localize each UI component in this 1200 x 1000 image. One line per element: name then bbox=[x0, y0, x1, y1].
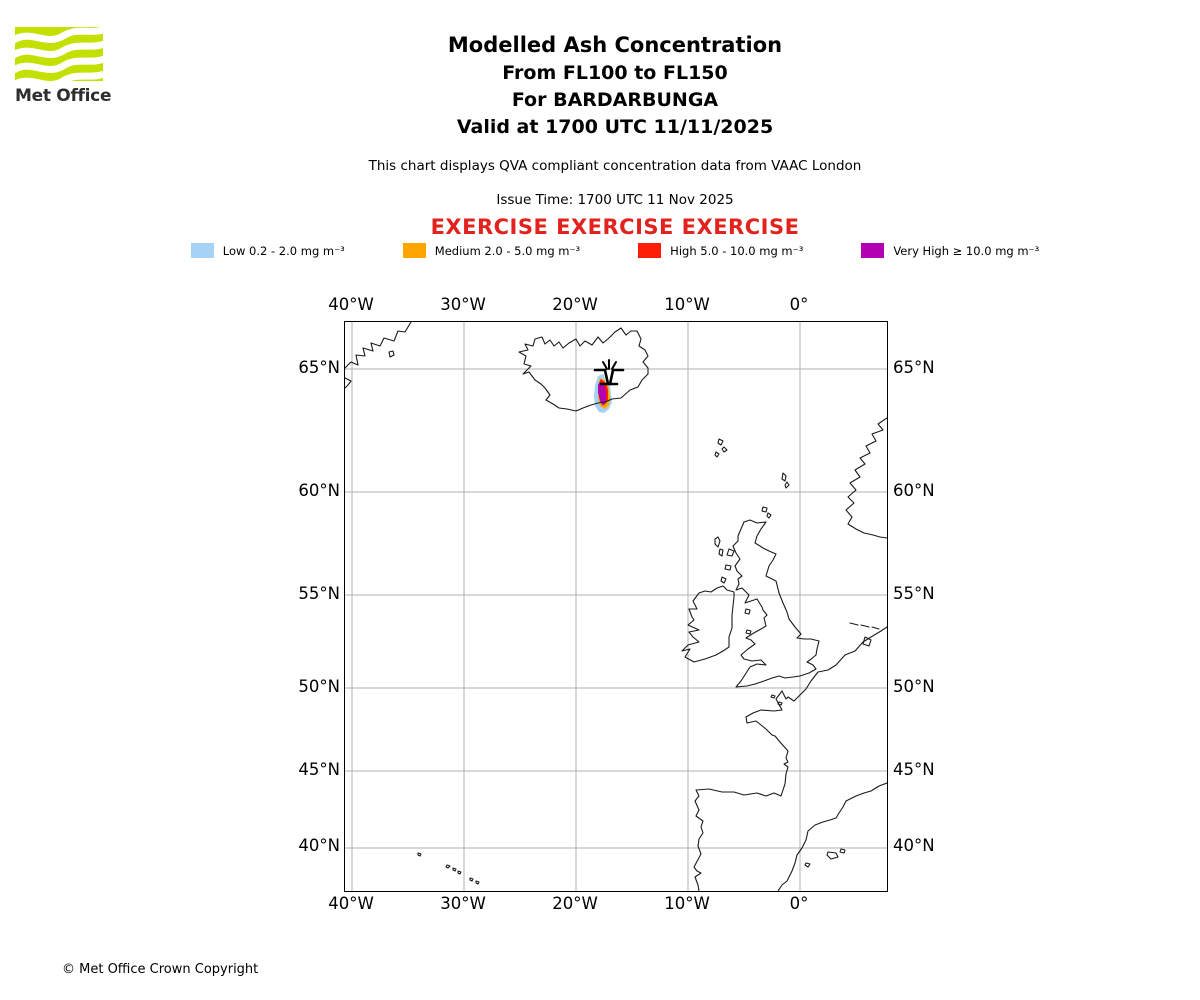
page-title: Modelled Ash Concentration bbox=[447, 33, 783, 57]
lat-tick-right-60n: 60°N bbox=[893, 481, 935, 500]
issue-time: Issue Time: 1700 UTC 11 Nov 2025 bbox=[496, 192, 734, 208]
legend-item-medium bbox=[403, 243, 580, 258]
lat-tick-left-50n: 50°N bbox=[298, 677, 340, 696]
lon-tick-bottom-20w: 20°W bbox=[552, 894, 598, 913]
lat-tick-left-40n: 40°N bbox=[298, 836, 340, 855]
coast-greenland-hook bbox=[345, 378, 351, 388]
coast-frisian-islands bbox=[850, 623, 879, 629]
coast-orkney bbox=[762, 507, 771, 518]
legend-label-low: Low 0.2 - 2.0 mg m⁻³ bbox=[222, 243, 345, 258]
lat-tick-right-55n: 55°N bbox=[893, 584, 935, 603]
lon-tick-top-30w: 30°W bbox=[440, 295, 486, 314]
exercise-banner: EXERCISE EXERCISE EXERCISE bbox=[430, 215, 800, 239]
lon-tick-bottom-40w: 40°W bbox=[328, 894, 374, 913]
lon-tick-top-20w: 20°W bbox=[552, 295, 598, 314]
lat-tick-left-55n: 55°N bbox=[298, 584, 340, 603]
lat-tick-left-60n: 60°N bbox=[298, 481, 340, 500]
legend-label-very-high: Very High ≥ 10.0 mg m⁻³ bbox=[893, 243, 1040, 258]
coast-azores bbox=[418, 853, 479, 884]
qva-compliance-note: This chart displays QVA compliant concentration data from VAAC London bbox=[368, 158, 862, 174]
coast-faroe-islands bbox=[715, 439, 727, 457]
coast-greenland-islet bbox=[389, 351, 394, 357]
coast-norway bbox=[846, 418, 887, 538]
legend-item-very-high bbox=[861, 243, 1039, 258]
very-high-swatch bbox=[861, 243, 884, 258]
coast-mediterranean-spain-france bbox=[778, 783, 887, 891]
subtitle-flight-levels: From FL100 to FL150 bbox=[502, 62, 728, 84]
met-office-wordmark: Met Office bbox=[15, 86, 112, 106]
coast-ireland bbox=[682, 586, 734, 662]
lon-tick-top-0: 0° bbox=[789, 295, 809, 314]
coast-balearic-islands bbox=[805, 849, 845, 867]
low-swatch bbox=[191, 243, 214, 258]
coast-greenland bbox=[345, 322, 411, 368]
lon-tick-top-40w: 40°W bbox=[328, 295, 374, 314]
legend-item-high bbox=[638, 243, 803, 258]
high-swatch bbox=[638, 243, 661, 258]
lon-tick-top-10w: 10°W bbox=[664, 295, 710, 314]
subtitle-volcano-name: For BARDARBUNGA bbox=[511, 89, 719, 111]
lat-tick-right-45n: 45°N bbox=[893, 760, 935, 779]
coast-great-britain bbox=[733, 520, 819, 687]
legend-item-low bbox=[191, 243, 345, 258]
coast-hebrides bbox=[715, 537, 734, 583]
legend-label-high: High 5.0 - 10.0 mg m⁻³ bbox=[670, 243, 804, 258]
lat-tick-left-65n: 65°N bbox=[298, 358, 340, 377]
map-canvas bbox=[344, 321, 888, 892]
lat-tick-left-45n: 45°N bbox=[298, 760, 340, 779]
coast-isle-of-man bbox=[745, 609, 750, 614]
lat-tick-right-65n: 65°N bbox=[893, 358, 935, 377]
medium-swatch bbox=[403, 243, 426, 258]
graticule-gridlines bbox=[345, 322, 887, 891]
lon-tick-bottom-30w: 30°W bbox=[440, 894, 486, 913]
lat-tick-right-40n: 40°N bbox=[893, 836, 935, 855]
coast-shetland bbox=[782, 473, 789, 488]
concentration-legend bbox=[0, 243, 1200, 258]
lat-tick-right-50n: 50°N bbox=[893, 677, 935, 696]
lon-tick-bottom-10w: 10°W bbox=[664, 894, 710, 913]
copyright-notice: © Met Office Crown Copyright bbox=[62, 962, 259, 977]
map-svg bbox=[345, 322, 887, 891]
header bbox=[30, 30, 1200, 141]
lon-tick-bottom-0: 0° bbox=[789, 894, 809, 913]
coast-anglesey bbox=[746, 630, 751, 634]
legend-label-medium: Medium 2.0 - 5.0 mg m⁻³ bbox=[434, 243, 581, 258]
subtitle-valid-time: Valid at 1700 UTC 11/11/2025 bbox=[456, 116, 774, 138]
coast-continental-europe bbox=[694, 627, 887, 891]
